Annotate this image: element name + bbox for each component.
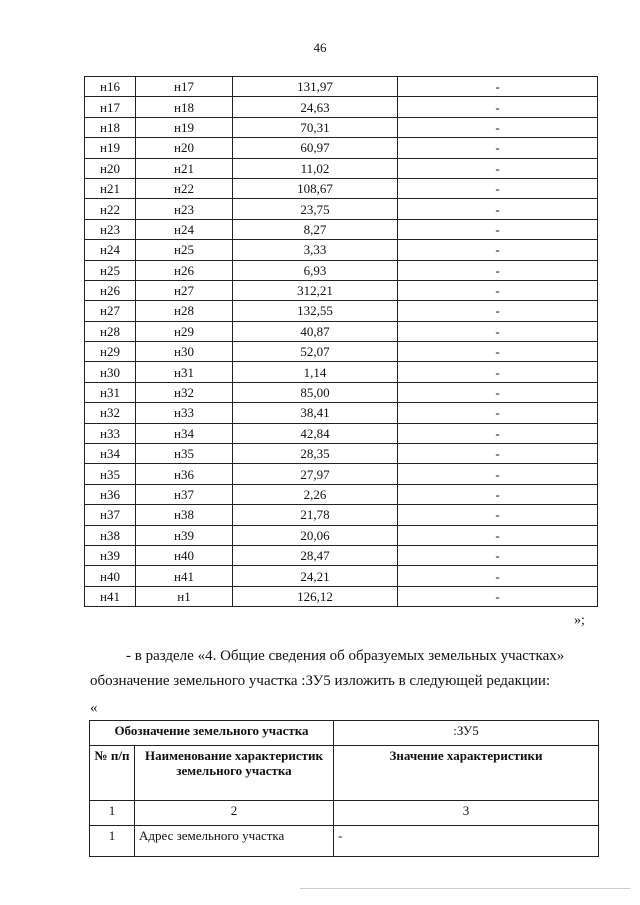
table-row (90, 826, 599, 857)
point-from: н16 (85, 77, 136, 97)
table-row (85, 464, 598, 484)
row-value: - (334, 826, 599, 857)
distance: 28,47 (233, 545, 398, 565)
point-to: н30 (136, 342, 233, 362)
point-from: н26 (85, 280, 136, 300)
point-from: н41 (85, 586, 136, 606)
point-from: н36 (85, 484, 136, 504)
description: - (398, 280, 598, 300)
point-from: н35 (85, 464, 136, 484)
point-from: н18 (85, 117, 136, 137)
point-from: н38 (85, 525, 136, 545)
point-to: н21 (136, 158, 233, 178)
distance: 38,41 (233, 403, 398, 423)
table-row (85, 301, 598, 321)
description: - (398, 382, 598, 402)
point-to: н34 (136, 423, 233, 443)
table-row (85, 525, 598, 545)
description: - (398, 484, 598, 504)
point-to: н39 (136, 525, 233, 545)
closing-quote: »; (574, 613, 585, 628)
description: - (398, 240, 598, 260)
row-name: Адрес земельного участка (135, 826, 334, 857)
distance: 108,67 (233, 178, 398, 198)
point-from: н25 (85, 260, 136, 280)
distance: 11,02 (233, 158, 398, 178)
point-from: н40 (85, 566, 136, 586)
table-row (85, 423, 598, 443)
point-from: н39 (85, 545, 136, 565)
point-to: н17 (136, 77, 233, 97)
distance: 27,97 (233, 464, 398, 484)
description: - (398, 301, 598, 321)
table-row (85, 77, 598, 97)
table-row (85, 444, 598, 464)
page-number: 46 (313, 40, 327, 55)
description: - (398, 97, 598, 117)
distance: 6,93 (233, 260, 398, 280)
point-from: н28 (85, 321, 136, 341)
point-to: н22 (136, 178, 233, 198)
point-from: н24 (85, 240, 136, 260)
description: - (398, 444, 598, 464)
description: - (398, 362, 598, 382)
point-from: н21 (85, 178, 136, 198)
point-from: н31 (85, 382, 136, 402)
point-to: н37 (136, 484, 233, 504)
table-row (85, 219, 598, 239)
description: - (398, 178, 598, 198)
description: - (398, 545, 598, 565)
table-row (85, 566, 598, 586)
col-number-header: № п/п (90, 746, 135, 801)
distance: 1,14 (233, 362, 398, 382)
boundary-points-body (85, 77, 598, 607)
table-row (85, 117, 598, 137)
table-row (85, 138, 598, 158)
column-index-3: 3 (334, 801, 599, 826)
table-row (85, 362, 598, 382)
distance: 21,78 (233, 505, 398, 525)
distance: 52,07 (233, 342, 398, 362)
distance: 132,55 (233, 301, 398, 321)
amendment-paragraph: - в разделе «4. Общие сведения об образуемых земельных участках» (126, 648, 565, 664)
col-value-header: Значение характеристики (334, 746, 599, 801)
distance: 70,31 (233, 117, 398, 137)
distance: 28,35 (233, 444, 398, 464)
point-to: н32 (136, 382, 233, 402)
boundary-points-table (84, 76, 598, 607)
page-edge-line (300, 888, 630, 889)
table-row (85, 545, 598, 565)
point-from: н19 (85, 138, 136, 158)
point-from: н30 (85, 362, 136, 382)
land-plot-header-value: :ЗУ5 (334, 721, 599, 746)
description: - (398, 403, 598, 423)
point-to: н40 (136, 545, 233, 565)
distance: 20,06 (233, 525, 398, 545)
point-to: н27 (136, 280, 233, 300)
point-to: н28 (136, 301, 233, 321)
description: - (398, 423, 598, 443)
point-to: н19 (136, 117, 233, 137)
table-row (85, 199, 598, 219)
description: - (398, 138, 598, 158)
distance: 3,33 (233, 240, 398, 260)
point-from: н34 (85, 444, 136, 464)
col-name-header: Наименование характеристик земельного участка (135, 746, 334, 801)
amendment-paragraph-continued: обозначение земельного участка :ЗУ5 изложить в следующей редакции: (90, 673, 551, 689)
point-to: н31 (136, 362, 233, 382)
description: - (398, 260, 598, 280)
description: - (398, 464, 598, 484)
point-from: н23 (85, 219, 136, 239)
table-row (85, 505, 598, 525)
table-row (85, 240, 598, 260)
point-to: н38 (136, 505, 233, 525)
description: - (398, 566, 598, 586)
column-index-1: 1 (90, 801, 135, 826)
table-row (85, 484, 598, 504)
point-from: н22 (85, 199, 136, 219)
table-row (85, 178, 598, 198)
point-from: н17 (85, 97, 136, 117)
point-to: н23 (136, 199, 233, 219)
column-index-2: 2 (135, 801, 334, 826)
table-row (85, 97, 598, 117)
description: - (398, 158, 598, 178)
point-to: н25 (136, 240, 233, 260)
distance: 60,97 (233, 138, 398, 158)
point-to: н26 (136, 260, 233, 280)
distance: 131,97 (233, 77, 398, 97)
table-row (85, 586, 598, 606)
land-plot-header-row (90, 721, 599, 746)
point-from: н29 (85, 342, 136, 362)
table-row (85, 280, 598, 300)
column-index-row (90, 801, 599, 826)
row-number: 1 (90, 826, 135, 857)
description: - (398, 77, 598, 97)
description: - (398, 525, 598, 545)
point-from: н27 (85, 301, 136, 321)
description: - (398, 117, 598, 137)
land-plot-columns-row (90, 746, 599, 801)
description: - (398, 199, 598, 219)
description: - (398, 342, 598, 362)
point-to: н36 (136, 464, 233, 484)
point-from: н20 (85, 158, 136, 178)
distance: 42,84 (233, 423, 398, 443)
land-plot-header-label: Обозначение земельного участка (90, 721, 334, 746)
table-row (85, 158, 598, 178)
distance: 126,12 (233, 586, 398, 606)
point-from: н37 (85, 505, 136, 525)
table-row (85, 382, 598, 402)
description: - (398, 219, 598, 239)
distance: 312,21 (233, 280, 398, 300)
description: - (398, 586, 598, 606)
table-row (85, 260, 598, 280)
distance: 24,63 (233, 97, 398, 117)
opening-quote: « (90, 700, 98, 716)
description: - (398, 505, 598, 525)
table-row (85, 342, 598, 362)
distance: 24,21 (233, 566, 398, 586)
point-to: н29 (136, 321, 233, 341)
point-from: н33 (85, 423, 136, 443)
distance: 8,27 (233, 219, 398, 239)
land-plot-table (89, 720, 599, 857)
table-row (85, 321, 598, 341)
description: - (398, 321, 598, 341)
point-from: н32 (85, 403, 136, 423)
point-to: н18 (136, 97, 233, 117)
point-to: н20 (136, 138, 233, 158)
point-to: н41 (136, 566, 233, 586)
table-row (85, 403, 598, 423)
point-to: н35 (136, 444, 233, 464)
distance: 23,75 (233, 199, 398, 219)
distance: 85,00 (233, 382, 398, 402)
distance: 40,87 (233, 321, 398, 341)
point-to: н1 (136, 586, 233, 606)
distance: 2,26 (233, 484, 398, 504)
point-to: н24 (136, 219, 233, 239)
point-to: н33 (136, 403, 233, 423)
